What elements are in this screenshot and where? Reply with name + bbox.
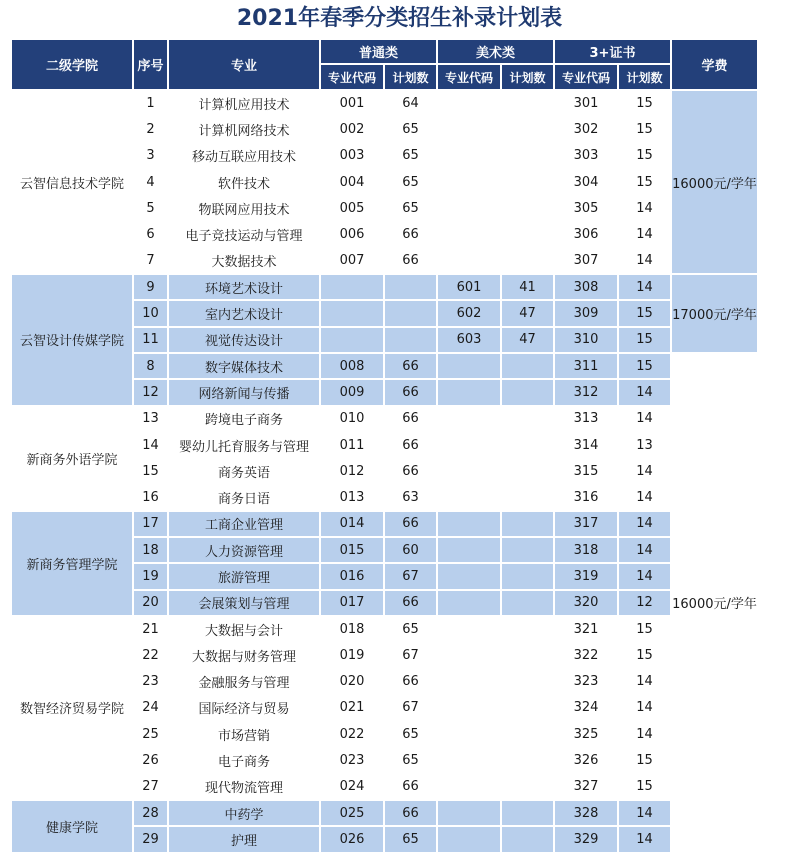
art-plan-cell bbox=[502, 643, 553, 667]
art-code-cell: 603 bbox=[438, 328, 500, 352]
art-code-cell bbox=[438, 827, 500, 851]
normal-code-cell: 009 bbox=[321, 380, 383, 404]
cert-code-cell: 305 bbox=[555, 196, 617, 220]
major-cell: 环境艺术设计 bbox=[169, 275, 319, 299]
page-title: 2021年春季分类招生补录计划表 bbox=[236, 6, 563, 31]
art-plan-cell bbox=[502, 91, 553, 115]
normal-plan-cell: 65 bbox=[385, 617, 436, 641]
normal-plan-cell: 65 bbox=[385, 748, 436, 772]
art-code-cell bbox=[438, 564, 500, 588]
table-row bbox=[12, 91, 757, 115]
normal-plan-cell: 65 bbox=[385, 196, 436, 220]
cert-code-cell: 314 bbox=[555, 433, 617, 457]
art-plan-cell bbox=[502, 117, 553, 141]
seq-cell: 14 bbox=[134, 433, 167, 457]
art-plan-cell bbox=[502, 591, 553, 615]
art-code-cell bbox=[438, 643, 500, 667]
table-row bbox=[12, 512, 757, 536]
cert-code-cell: 316 bbox=[555, 485, 617, 509]
major-cell: 大数据技术 bbox=[169, 249, 319, 273]
seq-cell: 16 bbox=[134, 485, 167, 509]
normal-code-cell: 015 bbox=[321, 538, 383, 562]
enrollment-plan-table bbox=[10, 38, 759, 854]
major-cell: 物联网应用技术 bbox=[169, 196, 319, 220]
major-cell: 网络新闻与传播 bbox=[169, 380, 319, 404]
cert-plan-cell: 15 bbox=[619, 617, 670, 641]
cert-code-cell: 303 bbox=[555, 144, 617, 168]
seq-cell: 21 bbox=[134, 617, 167, 641]
art-plan-cell: 47 bbox=[502, 328, 553, 352]
art-code-cell bbox=[438, 670, 500, 694]
normal-code-cell: 001 bbox=[321, 91, 383, 115]
major-cell: 电子竞技运动与管理 bbox=[169, 222, 319, 246]
cert-code-cell: 327 bbox=[555, 775, 617, 799]
art-code-cell bbox=[438, 591, 500, 615]
seq-cell: 13 bbox=[134, 407, 167, 431]
cert-plan-cell: 15 bbox=[619, 328, 670, 352]
art-code-cell bbox=[438, 354, 500, 378]
normal-plan-cell: 60 bbox=[385, 538, 436, 562]
cert-plan-cell: 15 bbox=[619, 144, 670, 168]
normal-code-cell bbox=[321, 328, 383, 352]
seq-cell: 11 bbox=[134, 328, 167, 352]
normal-plan-cell: 64 bbox=[385, 91, 436, 115]
normal-plan-cell: 66 bbox=[385, 407, 436, 431]
cert-plan-cell: 14 bbox=[619, 538, 670, 562]
art-plan-cell bbox=[502, 459, 553, 483]
cert-plan-cell: 14 bbox=[619, 827, 670, 851]
fee-cell: 17000元/学年 bbox=[672, 275, 757, 352]
normal-plan-cell: 66 bbox=[385, 512, 436, 536]
cert-plan-cell: 14 bbox=[619, 249, 670, 273]
major-cell: 商务日语 bbox=[169, 485, 319, 509]
cert-plan-cell: 14 bbox=[619, 459, 670, 483]
cert-plan-cell: 15 bbox=[619, 301, 670, 325]
normal-plan-cell: 66 bbox=[385, 354, 436, 378]
cert-code-cell: 317 bbox=[555, 512, 617, 536]
cert-code-cell: 301 bbox=[555, 91, 617, 115]
major-cell: 人力资源管理 bbox=[169, 538, 319, 562]
art-code-cell bbox=[438, 170, 500, 194]
art-code-cell bbox=[438, 696, 500, 720]
normal-plan-cell: 66 bbox=[385, 591, 436, 615]
major-cell: 金融服务与管理 bbox=[169, 670, 319, 694]
seq-cell: 12 bbox=[134, 380, 167, 404]
header-cert-plan: 计划数 bbox=[619, 65, 670, 89]
cert-code-cell: 311 bbox=[555, 354, 617, 378]
cert-plan-cell: 14 bbox=[619, 696, 670, 720]
header-fee: 学费 bbox=[672, 40, 757, 89]
art-plan-cell bbox=[502, 249, 553, 273]
normal-code-cell: 008 bbox=[321, 354, 383, 378]
header-normal-plan: 计划数 bbox=[385, 65, 436, 89]
art-code-cell bbox=[438, 196, 500, 220]
cert-code-cell: 304 bbox=[555, 170, 617, 194]
art-plan-cell bbox=[502, 407, 553, 431]
art-plan-cell bbox=[502, 801, 553, 825]
cert-code-cell: 318 bbox=[555, 538, 617, 562]
normal-code-cell: 012 bbox=[321, 459, 383, 483]
normal-plan-cell: 66 bbox=[385, 222, 436, 246]
normal-code-cell: 002 bbox=[321, 117, 383, 141]
art-code-cell bbox=[438, 801, 500, 825]
header-major: 专业 bbox=[169, 40, 319, 89]
major-cell: 软件技术 bbox=[169, 170, 319, 194]
art-plan-cell: 47 bbox=[502, 301, 553, 325]
normal-code-cell: 020 bbox=[321, 670, 383, 694]
art-code-cell: 601 bbox=[438, 275, 500, 299]
art-plan-cell bbox=[502, 380, 553, 404]
normal-plan-cell: 65 bbox=[385, 144, 436, 168]
art-plan-cell bbox=[502, 775, 553, 799]
art-plan-cell bbox=[502, 827, 553, 851]
cert-plan-cell: 15 bbox=[619, 775, 670, 799]
major-cell: 计算机网络技术 bbox=[169, 117, 319, 141]
normal-code-cell: 016 bbox=[321, 564, 383, 588]
seq-cell: 8 bbox=[134, 354, 167, 378]
normal-plan-cell: 67 bbox=[385, 643, 436, 667]
seq-cell: 29 bbox=[134, 827, 167, 851]
art-plan-cell bbox=[502, 144, 553, 168]
cert-code-cell: 323 bbox=[555, 670, 617, 694]
normal-code-cell: 017 bbox=[321, 591, 383, 615]
normal-plan-cell: 65 bbox=[385, 117, 436, 141]
art-code-cell bbox=[438, 433, 500, 457]
seq-cell: 22 bbox=[134, 643, 167, 667]
normal-plan-cell: 66 bbox=[385, 801, 436, 825]
header-art: 美术类 bbox=[438, 40, 553, 63]
major-cell: 现代物流管理 bbox=[169, 775, 319, 799]
art-code-cell: 602 bbox=[438, 301, 500, 325]
cert-code-cell: 302 bbox=[555, 117, 617, 141]
cert-code-cell: 307 bbox=[555, 249, 617, 273]
major-cell: 电子商务 bbox=[169, 748, 319, 772]
art-plan-cell bbox=[502, 564, 553, 588]
major-cell: 旅游管理 bbox=[169, 564, 319, 588]
art-code-cell bbox=[438, 722, 500, 746]
art-plan-cell bbox=[502, 670, 553, 694]
header-art-code: 专业代码 bbox=[438, 65, 500, 89]
normal-plan-cell: 66 bbox=[385, 249, 436, 273]
art-code-cell bbox=[438, 459, 500, 483]
art-plan-cell bbox=[502, 696, 553, 720]
cert-plan-cell: 14 bbox=[619, 564, 670, 588]
normal-plan-cell bbox=[385, 301, 436, 325]
college-cell: 云智设计传媒学院 bbox=[12, 275, 132, 404]
normal-code-cell: 006 bbox=[321, 222, 383, 246]
cert-plan-cell: 14 bbox=[619, 801, 670, 825]
major-cell: 婴幼儿托育服务与管理 bbox=[169, 433, 319, 457]
header-normal-code: 专业代码 bbox=[321, 65, 383, 89]
table-row bbox=[12, 275, 757, 299]
normal-code-cell: 024 bbox=[321, 775, 383, 799]
normal-code-cell: 003 bbox=[321, 144, 383, 168]
header-seq: 序号 bbox=[134, 40, 167, 89]
header-normal: 普通类 bbox=[321, 40, 436, 63]
seq-cell: 1 bbox=[134, 91, 167, 115]
seq-cell: 2 bbox=[134, 117, 167, 141]
cert-code-cell: 321 bbox=[555, 617, 617, 641]
cert-plan-cell: 14 bbox=[619, 275, 670, 299]
seq-cell: 6 bbox=[134, 222, 167, 246]
normal-code-cell: 010 bbox=[321, 407, 383, 431]
seq-cell: 23 bbox=[134, 670, 167, 694]
college-cell: 健康学院 bbox=[12, 801, 132, 852]
college-cell: 新商务管理学院 bbox=[12, 512, 132, 615]
seq-cell: 7 bbox=[134, 249, 167, 273]
cert-code-cell: 312 bbox=[555, 380, 617, 404]
cert-code-cell: 326 bbox=[555, 748, 617, 772]
cert-plan-cell: 15 bbox=[619, 117, 670, 141]
cert-plan-cell: 15 bbox=[619, 91, 670, 115]
normal-plan-cell: 63 bbox=[385, 485, 436, 509]
art-plan-cell bbox=[502, 485, 553, 509]
cert-plan-cell: 15 bbox=[619, 643, 670, 667]
cert-code-cell: 310 bbox=[555, 328, 617, 352]
cert-plan-cell: 14 bbox=[619, 670, 670, 694]
major-cell: 移动互联应用技术 bbox=[169, 144, 319, 168]
table-row bbox=[12, 801, 757, 825]
normal-code-cell bbox=[321, 301, 383, 325]
art-plan-cell: 41 bbox=[502, 275, 553, 299]
normal-code-cell: 014 bbox=[321, 512, 383, 536]
art-code-cell bbox=[438, 380, 500, 404]
cert-plan-cell: 15 bbox=[619, 748, 670, 772]
normal-plan-cell: 67 bbox=[385, 564, 436, 588]
normal-code-cell: 013 bbox=[321, 485, 383, 509]
art-plan-cell bbox=[502, 170, 553, 194]
normal-code-cell: 026 bbox=[321, 827, 383, 851]
major-cell: 中药学 bbox=[169, 801, 319, 825]
cert-plan-cell: 13 bbox=[619, 433, 670, 457]
art-code-cell bbox=[438, 775, 500, 799]
cert-plan-cell: 14 bbox=[619, 485, 670, 509]
seq-cell: 17 bbox=[134, 512, 167, 536]
normal-plan-cell: 66 bbox=[385, 670, 436, 694]
art-code-cell bbox=[438, 249, 500, 273]
cert-plan-cell: 14 bbox=[619, 722, 670, 746]
seq-cell: 9 bbox=[134, 275, 167, 299]
normal-code-cell: 005 bbox=[321, 196, 383, 220]
normal-code-cell: 025 bbox=[321, 801, 383, 825]
normal-plan-cell: 66 bbox=[385, 433, 436, 457]
cert-code-cell: 319 bbox=[555, 564, 617, 588]
table-row bbox=[12, 617, 757, 641]
fee-cell: 16000元/学年 bbox=[672, 91, 757, 273]
cert-code-cell: 328 bbox=[555, 801, 617, 825]
cert-plan-cell: 14 bbox=[619, 196, 670, 220]
cert-code-cell: 315 bbox=[555, 459, 617, 483]
seq-cell: 20 bbox=[134, 591, 167, 615]
cert-code-cell: 308 bbox=[555, 275, 617, 299]
seq-cell: 10 bbox=[134, 301, 167, 325]
major-cell: 市场营销 bbox=[169, 722, 319, 746]
major-cell: 数字媒体技术 bbox=[169, 354, 319, 378]
major-cell: 室内艺术设计 bbox=[169, 301, 319, 325]
normal-code-cell: 023 bbox=[321, 748, 383, 772]
cert-code-cell: 313 bbox=[555, 407, 617, 431]
major-cell: 会展策划与管理 bbox=[169, 591, 319, 615]
seq-cell: 28 bbox=[134, 801, 167, 825]
art-plan-cell bbox=[502, 512, 553, 536]
normal-plan-cell: 67 bbox=[385, 696, 436, 720]
major-cell: 工商企业管理 bbox=[169, 512, 319, 536]
art-plan-cell bbox=[502, 222, 553, 246]
cert-code-cell: 320 bbox=[555, 591, 617, 615]
normal-code-cell: 011 bbox=[321, 433, 383, 457]
seq-cell: 25 bbox=[134, 722, 167, 746]
cert-code-cell: 329 bbox=[555, 827, 617, 851]
college-cell: 云智信息技术学院 bbox=[12, 91, 132, 273]
normal-plan-cell: 65 bbox=[385, 722, 436, 746]
major-cell: 大数据与财务管理 bbox=[169, 643, 319, 667]
seq-cell: 5 bbox=[134, 196, 167, 220]
normal-plan-cell: 66 bbox=[385, 775, 436, 799]
seq-cell: 19 bbox=[134, 564, 167, 588]
header-art-plan: 计划数 bbox=[502, 65, 553, 89]
cert-code-cell: 325 bbox=[555, 722, 617, 746]
major-cell: 护理 bbox=[169, 827, 319, 851]
normal-plan-cell: 65 bbox=[385, 170, 436, 194]
normal-plan-cell: 66 bbox=[385, 459, 436, 483]
art-code-cell bbox=[438, 407, 500, 431]
major-cell: 跨境电子商务 bbox=[169, 407, 319, 431]
seq-cell: 18 bbox=[134, 538, 167, 562]
major-cell: 国际经济与贸易 bbox=[169, 696, 319, 720]
art-plan-cell bbox=[502, 433, 553, 457]
art-code-cell bbox=[438, 91, 500, 115]
seq-cell: 15 bbox=[134, 459, 167, 483]
cert-plan-cell: 14 bbox=[619, 222, 670, 246]
cert-code-cell: 306 bbox=[555, 222, 617, 246]
header-cert-code: 专业代码 bbox=[555, 65, 617, 89]
art-code-cell bbox=[438, 538, 500, 562]
seq-cell: 3 bbox=[134, 144, 167, 168]
major-cell: 商务英语 bbox=[169, 459, 319, 483]
art-code-cell bbox=[438, 512, 500, 536]
cert-plan-cell: 14 bbox=[619, 512, 670, 536]
normal-plan-cell: 65 bbox=[385, 827, 436, 851]
art-code-cell bbox=[438, 117, 500, 141]
normal-code-cell: 018 bbox=[321, 617, 383, 641]
cert-code-cell: 322 bbox=[555, 643, 617, 667]
art-code-cell bbox=[438, 617, 500, 641]
normal-code-cell bbox=[321, 275, 383, 299]
major-cell: 视觉传达设计 bbox=[169, 328, 319, 352]
cert-plan-cell: 14 bbox=[619, 407, 670, 431]
normal-code-cell: 022 bbox=[321, 722, 383, 746]
fee-cell: 16000元/学年 bbox=[672, 354, 757, 852]
art-plan-cell bbox=[502, 748, 553, 772]
major-cell: 大数据与会计 bbox=[169, 617, 319, 641]
art-code-cell bbox=[438, 144, 500, 168]
art-code-cell bbox=[438, 222, 500, 246]
normal-plan-cell: 66 bbox=[385, 380, 436, 404]
cert-plan-cell: 14 bbox=[619, 380, 670, 404]
art-plan-cell bbox=[502, 538, 553, 562]
table-row bbox=[12, 407, 757, 431]
normal-code-cell: 004 bbox=[321, 170, 383, 194]
normal-plan-cell bbox=[385, 328, 436, 352]
normal-code-cell: 019 bbox=[321, 643, 383, 667]
normal-code-cell: 007 bbox=[321, 249, 383, 273]
seq-cell: 24 bbox=[134, 696, 167, 720]
seq-cell: 26 bbox=[134, 748, 167, 772]
header-college: 二级学院 bbox=[12, 40, 132, 89]
normal-plan-cell bbox=[385, 275, 436, 299]
art-plan-cell bbox=[502, 354, 553, 378]
cert-code-cell: 309 bbox=[555, 301, 617, 325]
major-cell: 计算机应用技术 bbox=[169, 91, 319, 115]
college-cell: 新商务外语学院 bbox=[12, 407, 132, 510]
seq-cell: 4 bbox=[134, 170, 167, 194]
cert-plan-cell: 15 bbox=[619, 354, 670, 378]
art-code-cell bbox=[438, 485, 500, 509]
cert-plan-cell: 15 bbox=[619, 170, 670, 194]
college-cell: 数智经济贸易学院 bbox=[12, 617, 132, 799]
cert-code-cell: 324 bbox=[555, 696, 617, 720]
header-cert: 3+证书 bbox=[555, 40, 670, 63]
art-plan-cell bbox=[502, 196, 553, 220]
normal-code-cell: 021 bbox=[321, 696, 383, 720]
art-code-cell bbox=[438, 748, 500, 772]
art-plan-cell bbox=[502, 722, 553, 746]
art-plan-cell bbox=[502, 617, 553, 641]
seq-cell: 27 bbox=[134, 775, 167, 799]
cert-plan-cell: 12 bbox=[619, 591, 670, 615]
